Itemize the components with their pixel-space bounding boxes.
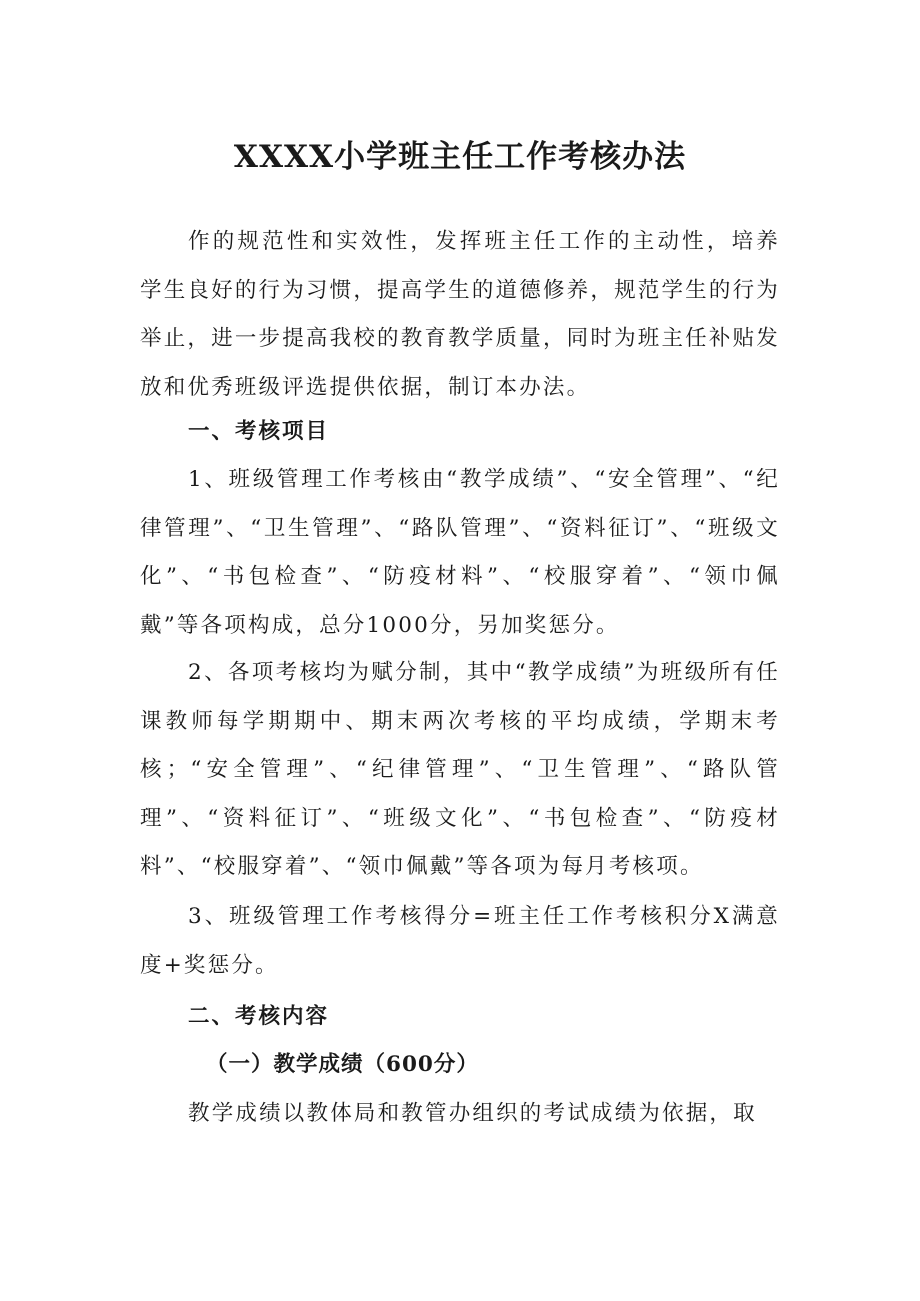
item-3-paragraph: 3、班级管理工作考核得分=班主任工作考核积分X满意度+奖惩分。 [140,904,780,978]
section-heading-items: 一、考核项目 [188,419,330,444]
intro-paragraph: 作的规范性和实效性，发挥班主任工作的主动性，培养学生良好的行为习惯，提高学生的道德修养，规范学生的行为举止，进一步提高我校的教育教学质量，同时为班主任补贴发放和优秀班级评选提供依据，制订本办法。 [140,229,780,400]
item-2-paragraph: 2、各项考核均为赋分制，其中“教学成绩”为班级所有任课教师每学期期中、期末两次考核的平均成绩，学期末考核；“安全管理”、“纪律管理”、“卫生管理”、“路队管理”、“资料征订”、“班级文化”、“书包检查”、“防疫材料”、“校服穿着”、“领巾佩戴”等各项为每月考核项。 [140,660,780,879]
item-1-paragraph: 1、班级管理工作考核由“教学成绩”、“安全管理”、“纪律管理”、“卫生管理”、“路队管理”、“资料征订”、“班级文化”、“书包检查”、“防疫材料”、“校服穿着”、“领巾佩戴”等各项构成，总分1000分，另加奖惩分。 [140,467,780,638]
teaching-results-paragraph: 教学成绩以教体局和教管办组织的考试成绩为依据，取 [188,1101,757,1126]
subsection-heading-teaching-results: （一）教学成绩（600分） [206,1052,479,1077]
document-title: XXXX小学班主任工作考核办法 [233,138,687,175]
section-heading-content: 二、考核内容 [188,1004,330,1029]
